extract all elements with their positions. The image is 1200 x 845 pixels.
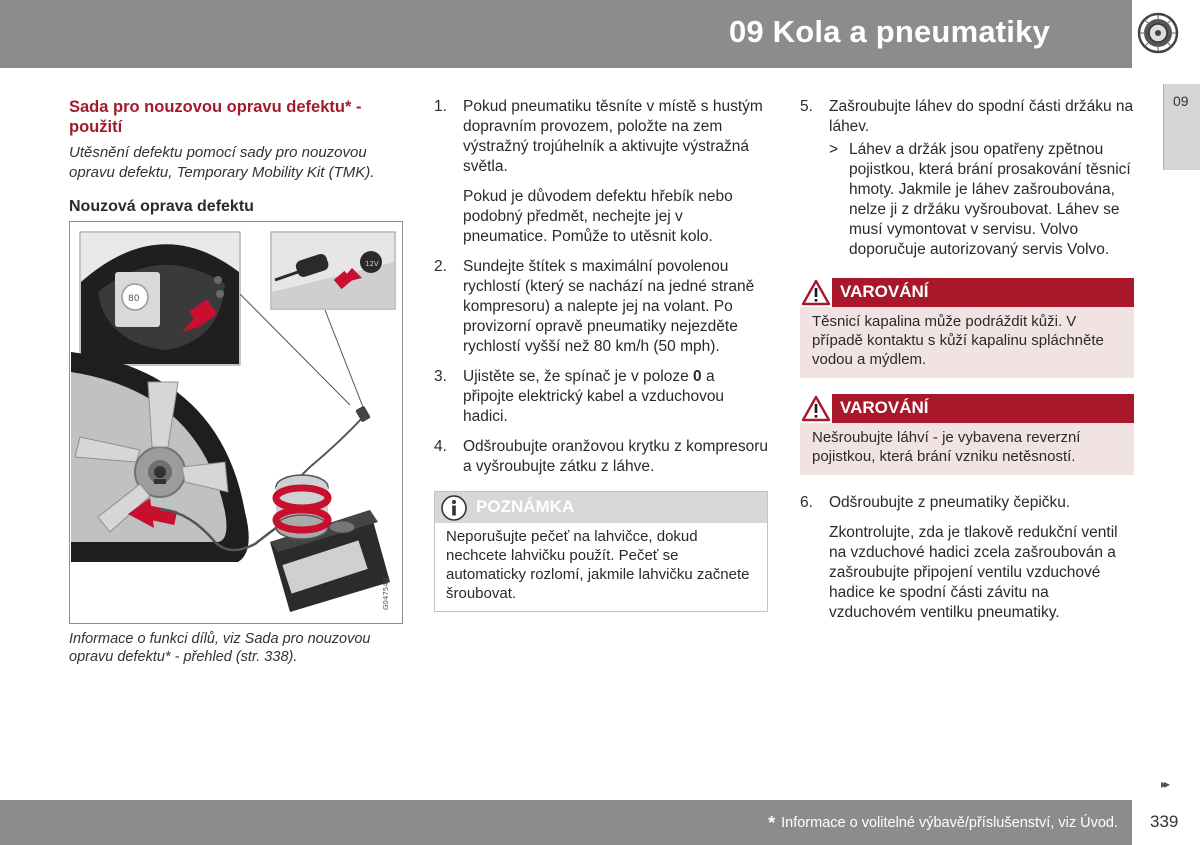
warning-header <box>800 394 1134 423</box>
step-6 <box>800 493 1134 623</box>
figure-caption: Informace o funkci dílů, viz Sada pro nouzovou opravu defektu* - přehled (str. 338). <box>69 631 371 665</box>
step-text: Zašroubujte láhev do spodní části držáku na láhev. <box>829 98 1134 135</box>
step-2 <box>434 257 768 357</box>
column-left <box>69 97 403 666</box>
wheel-drawing <box>71 352 249 562</box>
step-text: Pokud pneumatiku těsníte v místě s hustým dopravním provozem, položte na zem výstražný trojúhelník a aktivujte výstražná světla. <box>463 98 763 175</box>
svg-text:80: 80 <box>128 294 140 304</box>
page-number: 339 <box>1150 812 1179 831</box>
note-label: POZNÁMKA <box>476 497 575 516</box>
step-number: 5. <box>800 98 813 115</box>
step-text-pre: Ujistěte se, že spínač je v poloze <box>463 368 694 385</box>
chapter-tab-label: 09 <box>1173 93 1189 109</box>
steering-wheel-inset <box>80 232 240 365</box>
step-5 <box>800 97 1134 260</box>
chapter-tab[interactable] <box>1163 84 1200 170</box>
step-text: Pokud je důvodem defektu hřebík nebo podobný předmět, nechejte jej v pneumatice. Pomůže to utěsnit kolo. <box>463 188 733 245</box>
power-socket-inset <box>271 232 395 309</box>
compressor-drawing <box>270 475 390 612</box>
warning-text: Nešroubujte láhví - je vybavena reverzní pojistkou, která brání vzniku netěsností. <box>800 423 1134 475</box>
svg-text:12V: 12V <box>365 260 379 268</box>
bullet-mark: > <box>829 141 839 158</box>
step-text: Odšroubujte z pneumatiky čepičku. <box>829 494 1071 511</box>
warning-header <box>800 278 1134 307</box>
warning-text: Těsnicí kapalina může podráždit kůži. V případě kontaktu s kůží kapalinu spláchněte vodou a mýdlem. <box>800 307 1134 378</box>
tire-icon <box>1133 0 1200 68</box>
warning-label: VAROVÁNÍ <box>840 282 929 301</box>
step-text: Sundejte štítek s maximální povolenou rychlostí (který se nachází na jedné straně kompresoru) a nalepte jej na volant. Po provizorní opravě pneumatiky nejezděte rychlostí vyšší než 80 km/h (50 mph). <box>463 258 755 355</box>
header-bar <box>0 0 1132 68</box>
step-4 <box>434 437 768 477</box>
warning-triangle-icon <box>800 394 832 423</box>
step-number: 6. <box>800 494 813 511</box>
warning-box-1 <box>800 278 1134 378</box>
switch-position: 0 <box>693 368 702 385</box>
double-arrow-right-icon: ▸▸ <box>1161 777 1168 791</box>
step-number: 3. <box>434 368 447 385</box>
section-intro: Utěsnění defektu pomocí sady pro nouzovou opravu defektu, Temporary Mobility Kit (TMK). <box>69 144 375 181</box>
info-icon <box>440 494 468 527</box>
illustration-drawing <box>70 222 404 625</box>
note-text: Neporušujte pečeť na lahvičce, dokud nechcete lahvičku použít. Pečeť se automaticky rozlomí, jakmile lahvičku začnete šroubovat. <box>435 523 767 611</box>
section-title: Sada pro nouzovou opravu defektu* - použití <box>69 98 362 136</box>
warning-triangle-icon <box>800 278 832 307</box>
step-text <box>463 367 768 427</box>
step-number: 2. <box>434 258 447 275</box>
sub-bullet-text: Láhev a držák jsou opatřeny zpětnou pojistkou, která brání prosakování těsnicí hmoty. Jakmile je láhev zašroubována, nelze ji z držáku vyšroubovat. Láhev se musí vymontovat v servisu. Volvo doporučuje autorizovaný servis Volvo. <box>849 141 1131 258</box>
step-3 <box>434 367 768 427</box>
warning-label: VAROVÁNÍ <box>840 398 929 417</box>
footnote <box>768 813 1118 834</box>
column-right <box>800 97 1134 633</box>
sub-bullet <box>829 140 1134 260</box>
figure-code: G047540 <box>382 577 390 610</box>
note-header <box>435 492 767 523</box>
step-text: Odšroubujte oranžovou krytku z kompresoru a vyšroubujte zátku z láhve. <box>463 438 768 475</box>
note-box <box>434 491 768 612</box>
footnote-star: * <box>768 813 776 833</box>
step-1 <box>434 97 768 247</box>
step-text-post: a připojte elektrický kabel a vzduchovou hadici. <box>463 368 725 425</box>
step-number: 4. <box>434 438 447 455</box>
step-number: 1. <box>434 98 447 115</box>
column-middle <box>434 97 768 612</box>
footnote-text: Informace o volitelné výbavě/příslušenství, viz Úvod. <box>781 815 1118 831</box>
warning-box-2 <box>800 394 1134 475</box>
chapter-title: 09 Kola a pneumatiky <box>728 14 1050 49</box>
illustration <box>69 221 403 624</box>
step-text: Zkontrolujte, zda je tlakově redukční ventil na vzduchové hadici zcela zašroubován a zašroubujte připojení ventilu vzduchové hadice ke spodní části závitu na vzduchovém ventilku pneumatiky. <box>829 524 1118 621</box>
subheading: Nouzová oprava defektu <box>69 198 254 215</box>
